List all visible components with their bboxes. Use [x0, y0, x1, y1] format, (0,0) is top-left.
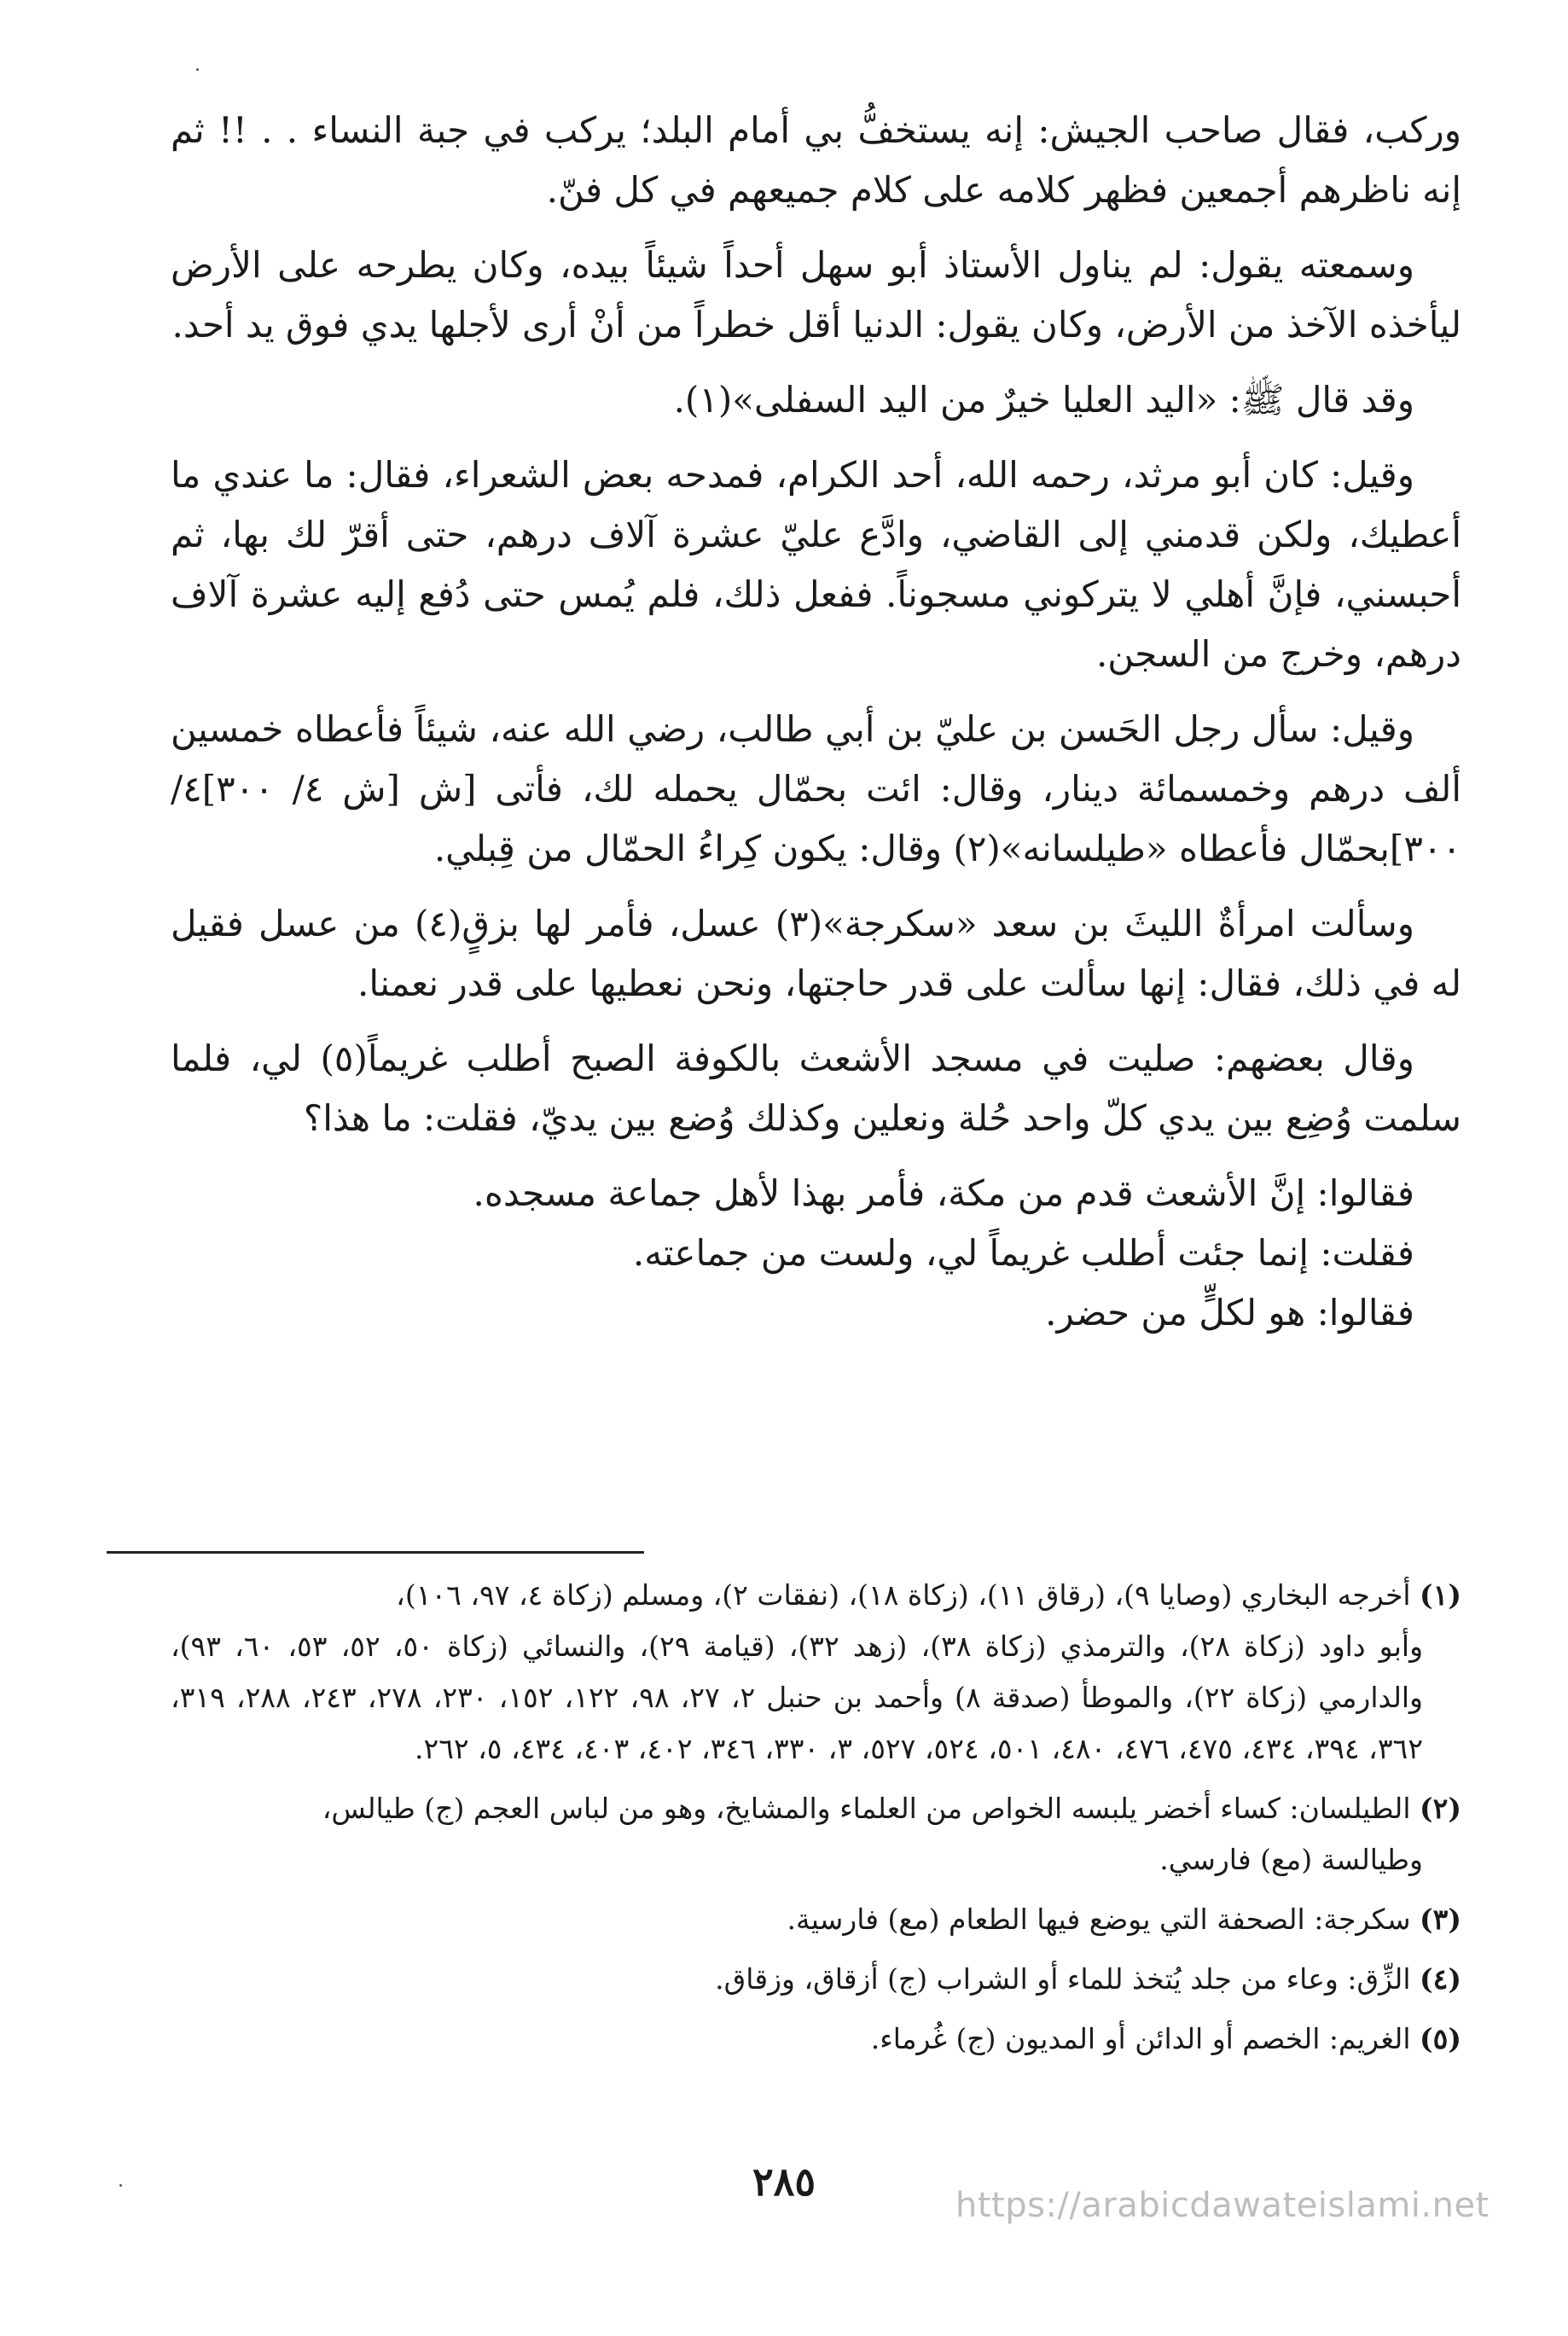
paragraph: وقيل: سأل رجل الحَسن بن عليّ بن أبي طالب، رضي الله عنه، شيئاً فأعطاه خمسين ألف درهم وخمسمائة دينار، وقال: ائت بحمّال يحمله لك، فأتى [ش [ش ٤/ ٣٠٠]٤/ ٣٠٠]بحمّال فأعطاه «طيلسانه»(٢) وقال: يكون كِراءُ الحمّال من قِبلي. [171, 708, 1461, 869]
footnote-number: (١) [1420, 1578, 1461, 1612]
footnote [171, 1954, 1461, 2005]
paragraph: وقيل: كان أبو مرثد، رحمه الله، أحد الكرام، فمدحه بعض الشعراء، فقال: ما عندي ما أعطيك، ولكن قدمني إلى القاضي، وادَّع عليّ عشرة آلاف درهم، حتى أقرّ لك بها، ثم أحبسني، فإنَّ أهلي لا يتركوني مسجوناً. ففعل ذلك، فلم يُمس حتى دُفع إليه عشرة آلاف درهم، وخرج من السجن. [171, 454, 1461, 675]
dialogue-line: فقلت: إنما جئت أطلب غريماً لي، ولست من جماعته. [632, 1232, 1414, 1274]
main-text [171, 101, 1461, 1343]
paragraph: وسمعته يقول: لم يناول الأستاذ أبو سهل أحداً شيئاً بيده، وكان يطرحه على الأرض ليأخذه الآخذ من الأرض، وكان يقول: الدنيا أقل خطراً من أنْ أرى لأجلها يدي فوق يد أحد. [171, 244, 1461, 346]
paragraph: وركب، فقال صاحب الجيش: إنه يستخفُّ بي أمام البلد؛ يركب في جبة النساء . . !! ثم إنه ناظرهم أجمعين فظهر كلامه على كلام جميعهم في كل فنّ. [171, 109, 1461, 211]
footnote-continuation: وطيالسة (مع) فارسي. [1159, 1843, 1423, 1876]
footnote-text: أخرجه البخاري (وصايا ٩)، (رقاق ١١)، (زكاة ١٨)، (نفقات ٢)، ومسلم (زكاة ٤، ٩٧، ١٠٦)، [396, 1578, 1411, 1612]
footnote-text: الزِّق: وعاء من جلد يُتخذ للماء أو الشراب (ج) أزقاق، وزقاق. [715, 1962, 1411, 1996]
footnote-number: (٢) [1420, 1792, 1461, 1825]
footnotes [171, 1570, 1461, 2073]
page-number: ٢٨٥ [752, 2159, 816, 2205]
footnote [171, 2013, 1461, 2065]
footnote [171, 1783, 1461, 1886]
footnote [171, 1894, 1461, 1945]
footnote-number: (٣) [1420, 1903, 1461, 1936]
dialogue-line: فقالوا: هو لكلٍّ من حضر. [1045, 1292, 1414, 1334]
footnote-text: الطيلسان: كساء أخضر يلبسه الخواص من العلماء والمشايخ، وهو من لباس العجم (ج) طيالس، [322, 1792, 1411, 1825]
paragraph: وقد قال ﷺ: «اليد العليا خيرٌ من اليد السفلى»(١). [673, 379, 1414, 421]
paragraph: وسألت امرأةٌ الليثَ بن سعد «سكرجة»(٣) عسل، فأمر لها بزقٍ(٤) من عسل فقيل له في ذلك، فقال: إنها سألت على قدر حاجتها، ونحن نعطيها على قدر نعمنا. [171, 903, 1461, 1004]
dialogue-line: فقالوا: إنَّ الأشعث قدم من مكة، فأمر بهذا لأهل جماعة مسجده. [473, 1172, 1414, 1214]
paragraph: وقال بعضهم: صليت في مسجد الأشعث بالكوفة الصبح أطلب غريماً(٥) لي، فلما سلمت وُضِع بين يدي كلّ واحد حُلة ونعلين وكذلك وُضع بين يديّ، فقلت: ما هذا؟ [171, 1037, 1461, 1139]
footnote-continuation: وأبو داود (زكاة ٢٨)، والترمذي (زكاة ٣٨)، (زهد ٣٢)، (قيامة ٢٩)، والنسائي (زكاة ٥٠، ٥٢، ٥٣، ٦٠، ٩٣)، والدارمي (زكاة ٢٢)، والموطأ (صدقة ٨) وأحمد بن حنبل ٢، ٢٧، ٩٨، ١٢٢، ١٥٢، ٢٣٠، ٢٧٨، ٢٤٣، ٢٨٨، ٣١٩، ٣٦٢، ٣٩٤، ٤٣٤، ٤٧٥، ٤٧٦، ٤٨٠، ٥٠١، ٥٢٤، ٥٢٧، ٣، ٣٣٠، ٣٤٦، ٤٠٢، ٤٠٣، ٤٣٤، ٥، ٢٦٢. [171, 1630, 1424, 1765]
footnote-number: (٥) [1420, 2022, 1461, 2055]
watermark-url: https://arabicdawateislami.net [955, 2186, 1490, 2225]
footnote-text: الغريم: الخصم أو الدائن أو المديون (ج) غُرماء. [870, 2022, 1411, 2055]
footnote-text: سكرجة: الصحفة التي يوضع فيها الطعام (مع) فارسية. [787, 1903, 1411, 1936]
footnote-divider [107, 1551, 644, 1554]
footnote [171, 1570, 1461, 1775]
footnote-number: (٤) [1420, 1962, 1461, 1996]
scan-speck [196, 68, 199, 71]
